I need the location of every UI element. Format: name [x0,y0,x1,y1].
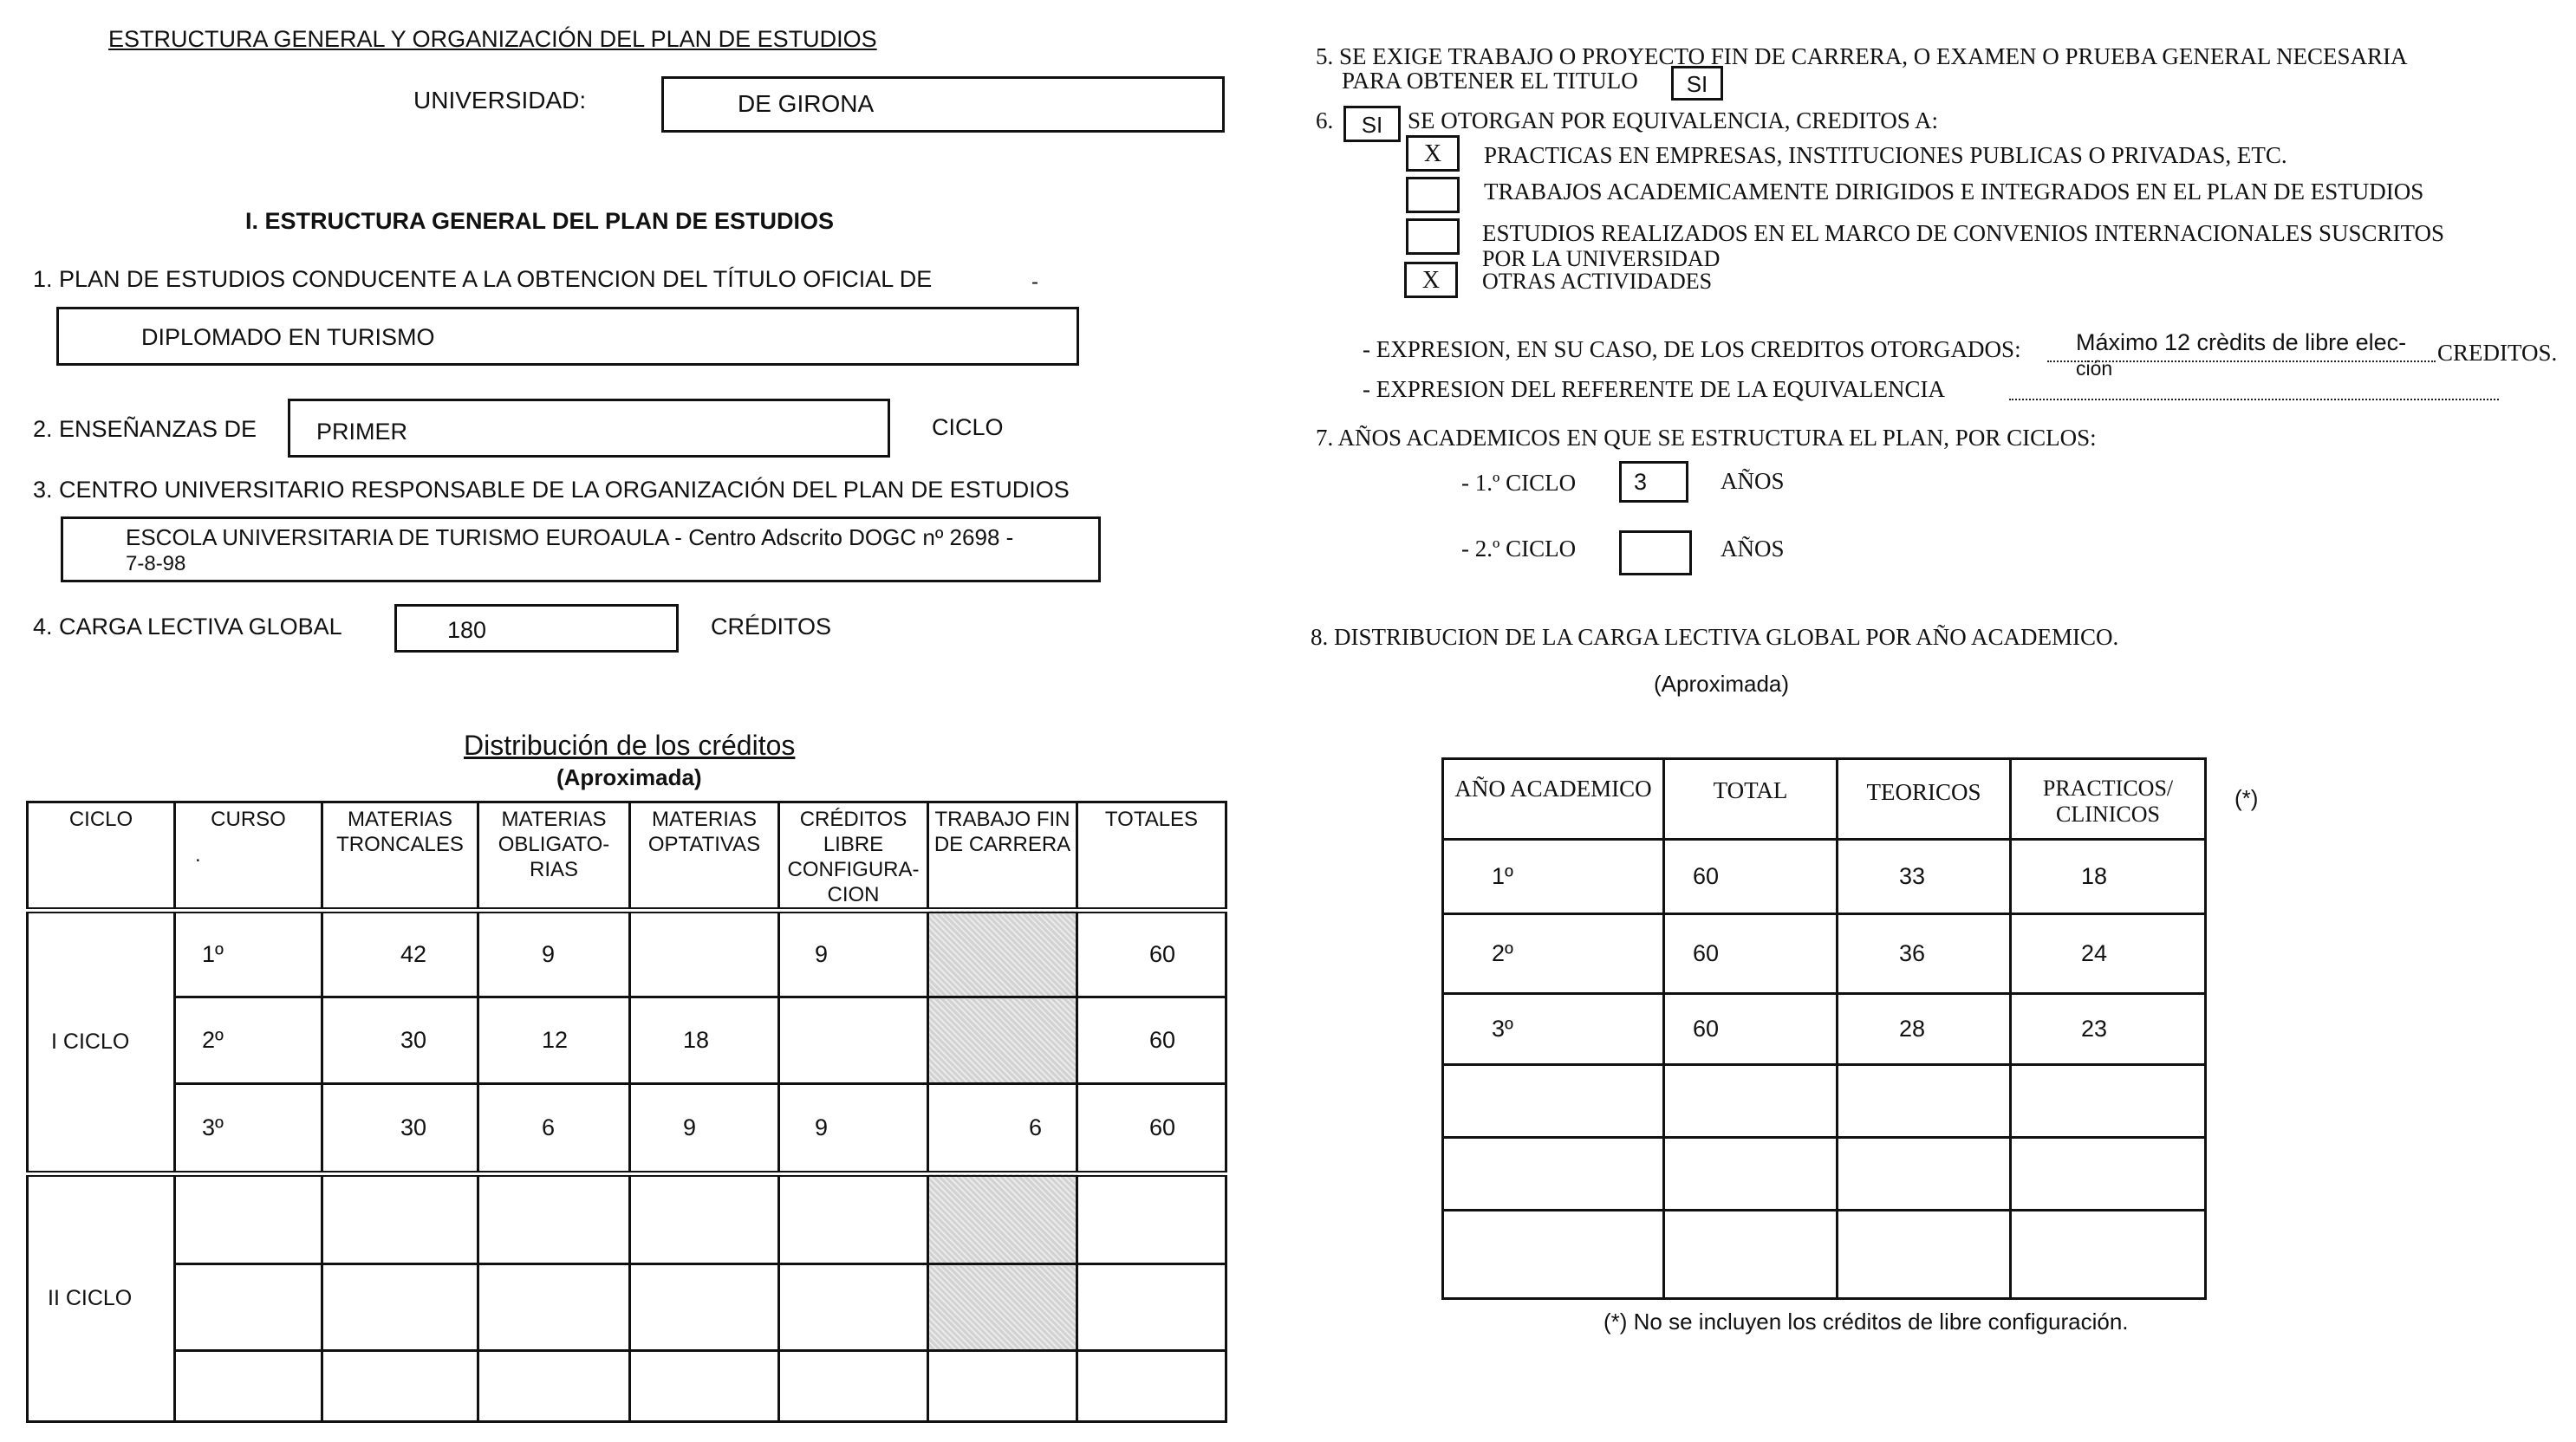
item-3-label: 3. CENTRO UNIVERSITARIO RESPONSABLE DE LA ORGANIZACIÓN DEL PLAN DE ESTUDIOS [33,477,1070,503]
cell-libre: 9 [779,1084,928,1174]
cell-ano: 2º [1443,914,1664,994]
expr-1-value-line-1: Máximo 12 crèdits de libre elec- [2076,329,2407,355]
cell-empty [928,1351,1077,1422]
cell-empty [630,1351,779,1422]
header-optativas: MATERIAS OPTATIVAS [630,802,779,911]
item-6-number: 6. [1316,107,1334,133]
cell-empty [779,1351,928,1422]
cell-empty [1443,1211,1664,1299]
cell-troncales: 30 [322,997,478,1084]
cell-empty [630,1264,779,1351]
cell-ano: 1º [1443,840,1664,914]
item-5-field [1671,66,1723,101]
table-row [1443,1138,2206,1211]
cell-libre: 9 [779,911,928,997]
table-row [28,1351,1226,1422]
option-trabajos-checkbox [1406,177,1460,213]
cell-curso: 1º [175,911,322,997]
cell-trabajo [928,997,1077,1084]
item-4-label: 4. CARGA LECTIVA GLOBAL [33,614,342,640]
header-troncales: MATERIAS TRONCALES [322,802,478,911]
item-1-mark: - [1031,270,1038,294]
item-7-label: 7. AÑOS ACADEMICOS EN QUE SE ESTRUCTURA EL PLAN, POR CICLOS: [1316,425,2097,451]
ciclo-1-cell [28,911,175,1174]
distribution-title: Distribución de los créditos [464,730,796,761]
table-row [28,997,1226,1084]
universidad-field [661,76,1225,133]
centro-value-line-2: 7-8-98 [126,552,186,575]
titulo-field [56,307,1079,366]
ciclo-2-field [1619,530,1692,575]
item-2-label: 2. ENSEÑANZAS DE [33,416,257,442]
titulo-value: DIPLOMADO EN TURISMO [141,324,435,350]
cell-obligatorias: 12 [478,997,630,1084]
ciclo-2-label: II CICLO [48,1286,133,1310]
cell-empty [1077,1351,1226,1422]
cell-empty [1838,1138,2011,1211]
option-practicas-checkbox [1406,135,1460,172]
item-1-label: 1. PLAN DE ESTUDIOS CONDUCENTE A LA OBTENCION DEL TÍTULO OFICIAL DE [33,266,933,292]
item-5-value: SI [1686,71,1708,97]
ensenanzas-value: PRIMER [316,419,408,445]
cell-empty [478,1174,630,1264]
ciclo-2-label: - 2.º CICLO [1461,536,1577,562]
option-estudios-checkbox [1406,218,1460,255]
cell-totales: 60 [1077,911,1226,997]
table-row [1443,1065,2206,1138]
distribution-subtitle: (Aproximada) [556,764,702,790]
cell-empty [175,1264,322,1351]
cell-shaded [928,1264,1077,1351]
cell-curso: 3º [175,1084,322,1174]
cell-teoricos: 33 [1838,840,2011,914]
option-practicas-label: PRACTICAS EN EMPRESAS, INSTITUCIONES PUBLICAS O PRIVADAS, ETC. [1484,142,2287,168]
centro-value-line-1: ESCOLA UNIVERSITARIA DE TURISMO EUROAULA - Centro Adscrito DOGC nº 2698 - [126,524,1014,550]
cell-optativas [630,911,779,997]
asterisk-mark: (*) [2234,785,2259,811]
header-total: TOTAL [1664,759,1838,840]
item-6-label: SE OTORGAN POR EQUIVALENCIA, CREDITOS A: [1408,107,1939,133]
credits-table [26,801,1227,1423]
carga-value: 180 [447,617,487,643]
cell-empty [2011,1138,2206,1211]
option-trabajos-label: TRABAJOS ACADEMICAMENTE DIRIGIDOS E INTEGRADOS EN EL PLAN DE ESTUDIOS [1484,179,2424,205]
item-4-suffix: CRÉDITOS [711,614,832,640]
cell-total: 60 [1664,914,1838,994]
cell-empty [322,1264,478,1351]
cell-empty [175,1351,322,1422]
cell-empty [1664,1211,1838,1299]
header-curso: CURSO . [175,802,322,911]
footnote: (*) No se incluyen los créditos de libre configuración. [1603,1309,2129,1335]
option-otras-label: OTRAS ACTIVIDADES [1482,269,1713,294]
expr-1-suffix: CREDITOS. [2437,340,2558,366]
item-8-subtitle: (Aproximada) [1654,671,1790,697]
cell-empty [175,1174,322,1264]
cell-total: 60 [1664,840,1838,914]
table-row [1443,914,2206,994]
ensenanzas-field [288,399,890,458]
option-practicas-mark: X [1423,140,1442,167]
ciclo-1-label: - 1.º CICLO [1461,470,1577,496]
table-row [28,1174,1226,1264]
cell-empty [1838,1211,2011,1299]
option-estudios-label-2: POR LA UNIVERSIDAD [1482,246,1721,271]
cell-teoricos: 36 [1838,914,2011,994]
header-totales: TOTALES [1077,802,1226,911]
table-row [28,1264,1226,1351]
item-6-field [1343,106,1401,142]
cell-empty [1664,1138,1838,1211]
item-5-line-1: 5. SE EXIGE TRABAJO O PROYECTO FIN DE CARRERA, O EXAMEN O PRUEBA GENERAL NECESARIA [1316,43,2408,69]
carga-field [394,604,679,653]
cell-empty [1077,1264,1226,1351]
cell-trabajo [928,911,1077,997]
expr-1-value-line-2: ción [2076,357,2113,380]
table-row [1443,994,2206,1065]
header-libre: CRÉDITOS LIBRE CONFIGURA- CION [779,802,928,911]
header-ano: AÑO ACADEMICO [1443,759,1664,840]
cell-curso: 2º [175,997,322,1084]
cell-teoricos: 28 [1838,994,2011,1065]
cell-optativas: 9 [630,1084,779,1174]
expr-2-label: - EXPRESION DEL REFERENTE DE LA EQUIVALENCIA [1363,376,1945,402]
table-row [28,1084,1226,1174]
header-teoricos: TEORICOS [1838,759,2011,840]
cell-empty [322,1174,478,1264]
header-obligatorias: MATERIAS OBLIGATO- RIAS [478,802,630,911]
item-2-suffix: CICLO [932,414,1004,440]
cell-optativas: 18 [630,997,779,1084]
header-ciclo: CICLO [28,802,175,911]
cell-empty [478,1351,630,1422]
cell-practicos: 23 [2011,994,2206,1065]
header-trabajo: TRABAJO FIN DE CARRERA [928,802,1077,911]
cell-empty [478,1264,630,1351]
header-practicos: PRACTICOS/ CLINICOS [2011,759,2206,840]
cell-empty [630,1174,779,1264]
option-otras-mark: X [1421,267,1441,294]
section-1-title: I. ESTRUCTURA GENERAL DEL PLAN DE ESTUDIOS [245,208,835,234]
cell-empty [779,1264,928,1351]
ciclo-2-cell [28,1174,175,1422]
cell-obligatorias: 9 [478,911,630,997]
cell-empty [2011,1211,2206,1299]
cell-shaded [928,1174,1077,1264]
expr-1-label: - EXPRESION, EN SU CASO, DE LOS CREDITOS OTORGADOS: [1363,336,2021,362]
cell-troncales: 42 [322,911,478,997]
table-row [28,911,1226,997]
cell-empty [779,1174,928,1264]
item-6-value: SI [1361,112,1383,138]
expr-2-dots [2009,399,2499,400]
option-estudios-label: ESTUDIOS REALIZADOS EN EL MARCO DE CONVENIOS INTERNACIONALES SUSCRITOS [1482,220,2445,246]
cell-empty [1838,1065,2011,1138]
cell-empty [1664,1065,1838,1138]
ciclo-2-anos: AÑOS [1721,536,1785,562]
table-header-row [1443,759,2206,840]
centro-field [61,516,1101,582]
cell-empty [1443,1138,1664,1211]
cell-obligatorias: 6 [478,1084,630,1174]
cell-empty [1443,1065,1664,1138]
cell-total: 60 [1664,994,1838,1065]
item-5-line-2: PARA OBTENER EL TITULO [1342,68,1638,94]
cell-practicos: 18 [2011,840,2206,914]
ciclo-1-value: 3 [1634,469,1648,495]
table-row [1443,1211,2206,1299]
ciclo-1-label: I CICLO [51,1030,130,1054]
cell-ano: 3º [1443,994,1664,1065]
cell-totales: 60 [1077,997,1226,1084]
cell-empty [1077,1174,1226,1264]
cell-empty [2011,1065,2206,1138]
ciclo-1-anos: AÑOS [1721,468,1785,494]
cell-troncales: 30 [322,1084,478,1174]
table-row [1443,840,2206,914]
option-otras-checkbox [1404,262,1458,298]
universidad-label: UNIVERSIDAD: [413,87,587,114]
document-title: ESTRUCTURA GENERAL Y ORGANIZACIÓN DEL PLAN DE ESTUDIOS [108,26,877,52]
cell-totales: 60 [1077,1084,1226,1174]
cell-empty [322,1351,478,1422]
item-8-label: 8. DISTRIBUCION DE LA CARGA LECTIVA GLOBAL POR AÑO ACADEMICO. [1311,624,2119,650]
cell-libre [779,997,928,1084]
header-curso-mark: . [195,843,201,867]
annual-load-table [1441,757,2207,1300]
universidad-value: DE GIRONA [738,90,875,117]
cell-practicos: 24 [2011,914,2206,994]
ciclo-1-field [1619,461,1688,503]
cell-trabajo: 6 [928,1084,1077,1174]
